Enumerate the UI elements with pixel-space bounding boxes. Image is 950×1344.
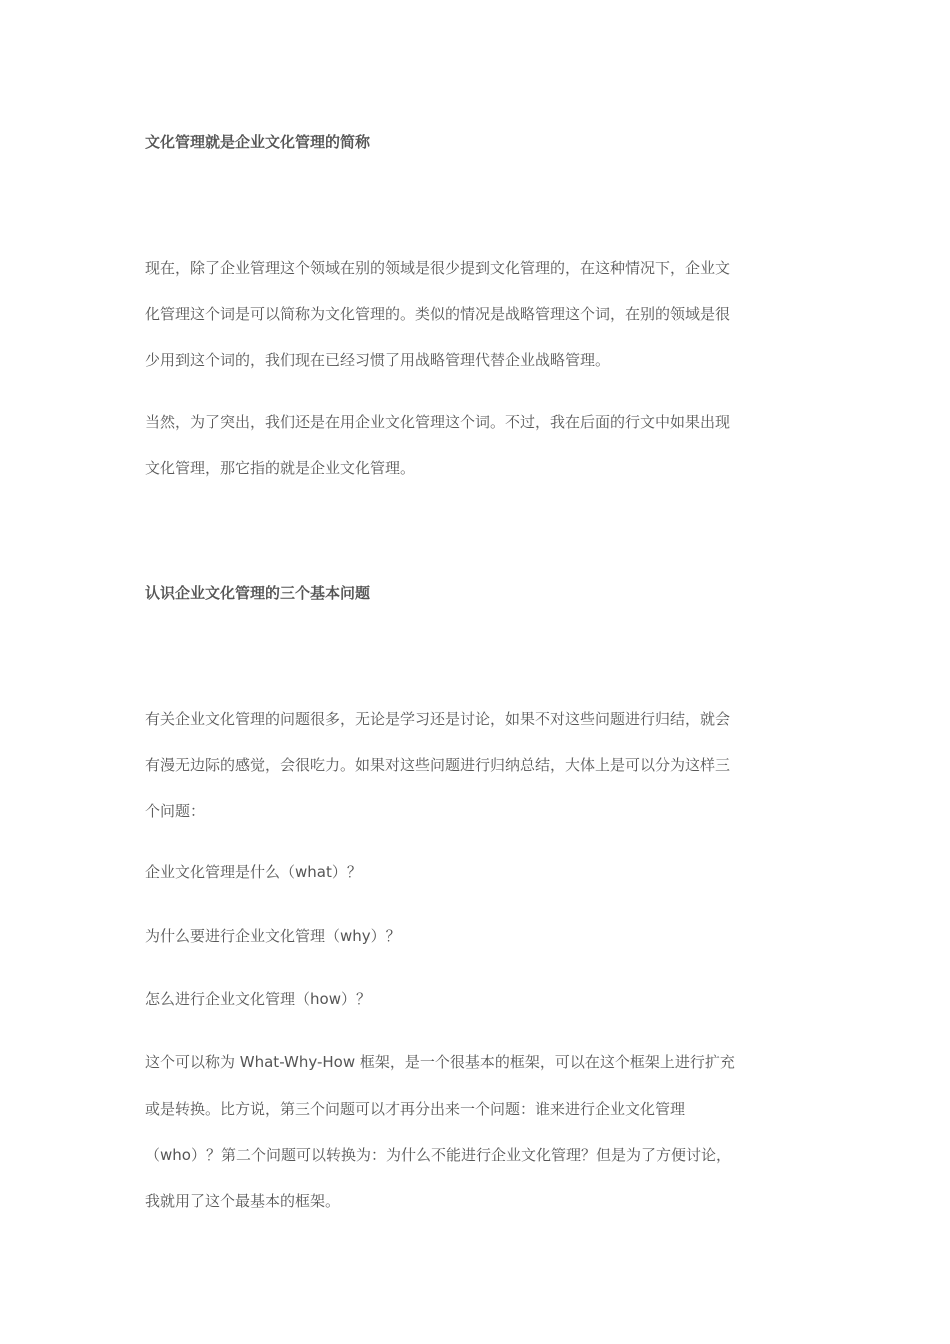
question-how-latin: how xyxy=(310,990,341,1008)
section1-p1-line1: 现在，除了企业管理这个领域在别的领域是很少提到文化管理的，在这种情况下，企业文 xyxy=(145,259,731,277)
section2-p2-line2: 或是转换。比方说，第三个问题可以才再分出来一个问题：谁来进行企业文化管理 xyxy=(145,1100,686,1118)
question-what-latin: what xyxy=(295,863,332,881)
section2-p2-line1 xyxy=(145,1052,805,1072)
question-how xyxy=(145,989,805,1009)
question-what-post: ）？ xyxy=(331,863,362,881)
section2-p2-line4: 我就用了这个最基本的框架。 xyxy=(145,1192,341,1210)
section2-heading: 认识企业文化管理的三个基本问题 xyxy=(145,584,371,602)
question-what-pre: 企业文化管理是什么（ xyxy=(145,863,296,881)
question-what xyxy=(145,862,805,882)
who-pre: （ xyxy=(145,1146,161,1164)
section2-p1-line2: 有漫无边际的感觉，会很吃力。如果对这些问题进行归纳总结，大体上是可以分为这样三 xyxy=(145,756,731,774)
section2-p1-line3: 个问题： xyxy=(145,802,206,820)
framework-pre: 这个可以称为 xyxy=(145,1053,240,1071)
framework-post: 框架，是一个很基本的框架，可以在这个框架上进行扩充 xyxy=(355,1053,735,1071)
framework-latin: What-Why-How xyxy=(239,1053,356,1071)
section1-heading: 文化管理就是企业文化管理的简称 xyxy=(145,133,371,151)
question-how-post: ）？ xyxy=(340,990,371,1008)
question-how-pre: 怎么进行企业文化管理（ xyxy=(145,990,311,1008)
section1-p2-line2: 文化管理，那它指的就是企业文化管理。 xyxy=(145,459,416,477)
section1-p1-line3: 少用到这个词的，我们现在已经习惯了用战略管理代替企业战略管理。 xyxy=(145,351,611,369)
section1-p2-line1: 当然，为了突出，我们还是在用企业文化管理这个词。不过，我在后面的行文中如果出现 xyxy=(145,413,731,431)
section1-p1-line2: 化管理这个词是可以简称为文化管理的。类似的情况是战略管理这个词，在别的领域是很 xyxy=(145,305,731,323)
question-why-latin: why xyxy=(340,927,371,945)
question-why-pre: 为什么要进行企业文化管理（ xyxy=(145,927,341,945)
who-post: ）？第二个问题可以转换为：为什么不能进行企业文化管理？但是为了方便讨论， xyxy=(190,1146,731,1164)
section2-p1-line1: 有关企业文化管理的问题很多，无论是学习还是讨论，如果不对这些问题进行归结，就会 xyxy=(145,710,731,728)
question-why xyxy=(145,926,805,946)
question-why-post: ）？ xyxy=(370,927,401,945)
section2-p2-line3 xyxy=(145,1145,805,1165)
who-latin: who xyxy=(160,1146,191,1164)
